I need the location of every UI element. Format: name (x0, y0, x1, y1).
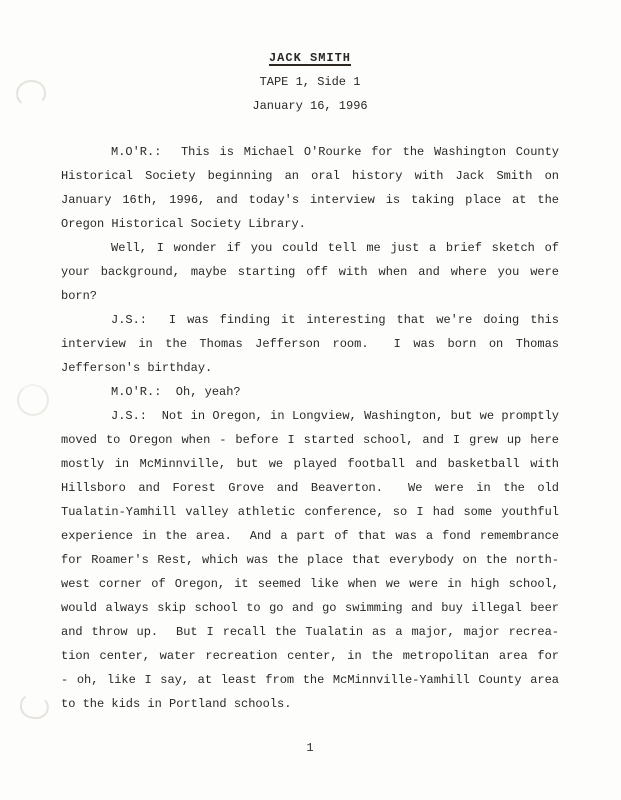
transcript-line: west corner of Oregon, it seemed like when we were in high school, (61, 577, 559, 591)
transcript-line: January 16th, 1996, and today's interview is taking place at the (61, 193, 559, 207)
transcript-line: and throw up. But I recall the Tualatin as a major, major recrea- (61, 625, 559, 639)
transcript-line: Hillsboro and Forest Grove and Beaverton. We were in the old (61, 481, 559, 495)
transcript-body (61, 140, 559, 716)
transcript-line: born? (61, 289, 98, 303)
transcript-line: M.O'R.: Oh, yeah? (111, 385, 241, 399)
transcript-line: Tualatin-Yamhill valley athletic conference, so I had some youthful (61, 505, 559, 519)
transcript-line: tion center, water recreation center, in the metropolitan area for (61, 649, 559, 663)
transcript-line: - oh, like I say, at least from the McMinnville-Yamhill County area (61, 673, 559, 687)
transcript-line: Well, I wonder if you could tell me just a brief sketch of (111, 241, 559, 255)
transcript-line: J.S.: Not in Oregon, in Longview, Washington, but we promptly (111, 409, 559, 423)
scan-artifact-arc-bottom (18, 692, 50, 721)
transcript-line: Historical Society beginning an oral history with Jack Smith on (61, 169, 559, 183)
transcript-line: interview in the Thomas Jefferson room. I was born on Thomas (61, 337, 559, 351)
transcript-line: would always skip school to go and go swimming and buy illegal beer (61, 601, 559, 615)
transcript-line: J.S.: I was finding it interesting that we're doing this (111, 313, 559, 327)
transcript-line: moved to Oregon when - before I started school, and I grew up here (61, 433, 559, 447)
transcript-line: mostly in McMinnville, but we played football and basketball with (61, 457, 559, 471)
transcript-line: Jefferson's birthday. (61, 361, 213, 375)
transcript-line: Oregon Historical Society Library. (61, 217, 306, 231)
page-number: 1 (306, 741, 314, 755)
transcript-line: to the kids in Portland schools. (61, 697, 292, 711)
transcript-line: for Roamer's Rest, which was the place that everybody on the north- (61, 553, 559, 567)
scan-artifact-circle-middle (17, 384, 49, 416)
tape-label: TAPE 1, Side 1 (259, 75, 361, 89)
document-header (61, 46, 559, 118)
date-label: January 16, 1996 (252, 99, 368, 113)
scan-artifact-arc-top (15, 79, 48, 108)
transcript-line: your background, maybe starting off with when and where you were (61, 265, 559, 279)
transcript-line: M.O'R.: This is Michael O'Rourke for the Washington County (111, 145, 559, 159)
transcript-line: experience in the area. And a part of that was a fond remembrance (61, 529, 559, 543)
document-title: JACK SMITH (268, 51, 351, 65)
